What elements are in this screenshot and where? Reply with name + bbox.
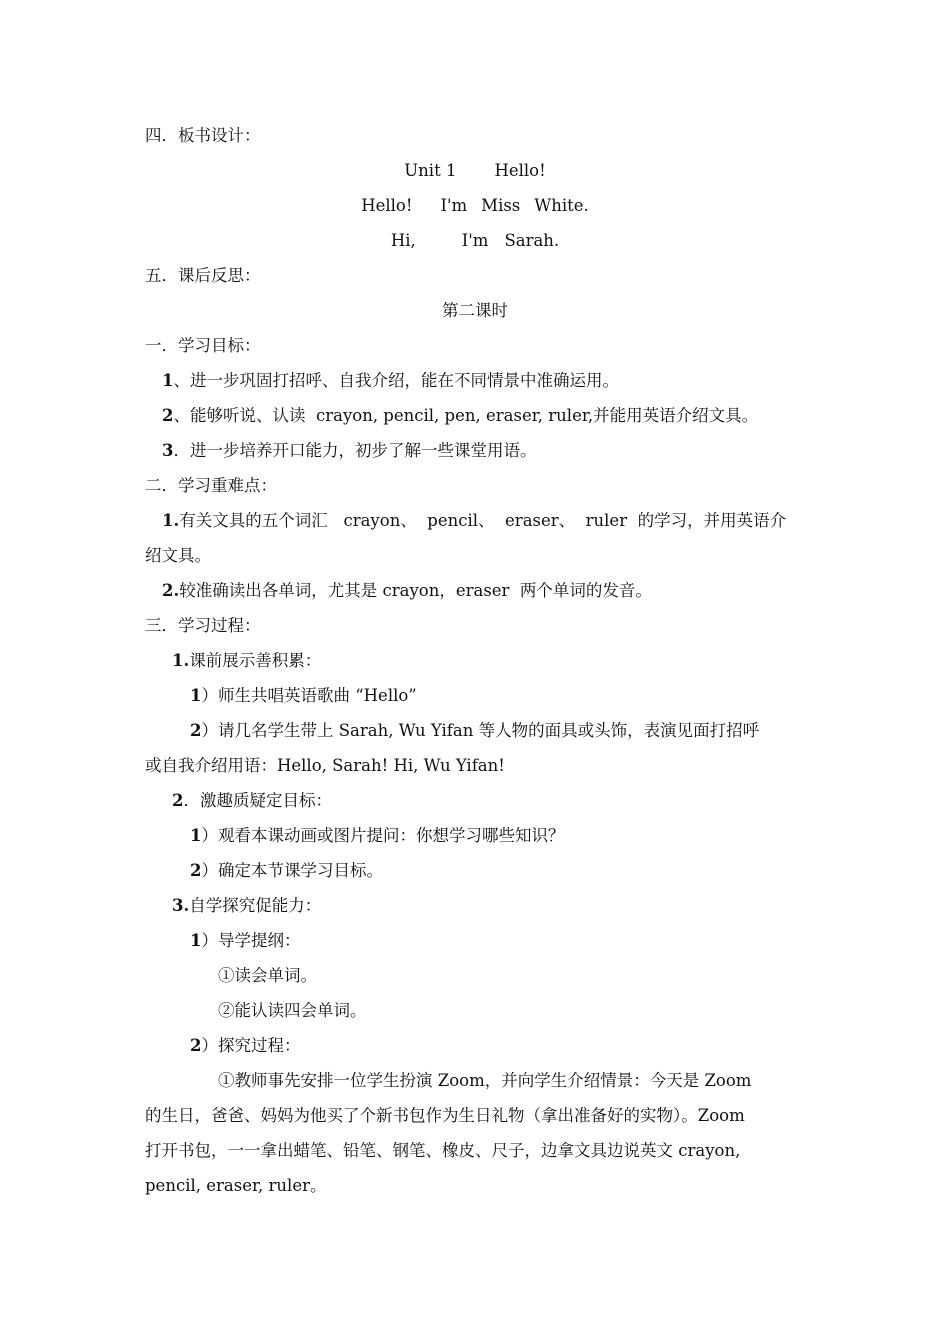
- section-heading-reflection: 五．课后反思：: [145, 266, 261, 285]
- key-point-number: 1.: [162, 511, 180, 530]
- process-step-title: 自学探究促能力：: [189, 896, 322, 915]
- paragraph-line: pencil, eraser, ruler。: [145, 1176, 327, 1195]
- board-line-3: [145, 223, 805, 258]
- key-point-item: [162, 573, 827, 608]
- process-step: [172, 783, 837, 818]
- lesson-title: 第二课时: [442, 301, 508, 320]
- process-substep: [190, 923, 855, 958]
- process-step-title: ．激趣质疑定目标：: [183, 791, 332, 810]
- process-substep: [190, 853, 855, 888]
- substep-number: 1: [190, 686, 202, 705]
- goal-number: 3: [162, 441, 174, 460]
- substep-text: ）观看本课动画或图片提问：你想学习哪些知识？: [201, 826, 565, 845]
- board-word: Hi,: [390, 231, 416, 250]
- section-heading-goals: 一．学习目标：: [145, 336, 261, 355]
- process-step-number: 3.: [172, 896, 190, 915]
- board-hello-title: Hello!: [494, 161, 546, 180]
- board-line-2: [145, 188, 805, 223]
- substep-text: ）师生共唱英语歌曲 “Hello”: [201, 686, 417, 705]
- substep-text: ）探究过程：: [201, 1036, 301, 1055]
- board-word: Miss: [481, 196, 521, 215]
- paragraph-line: 打开书包，一一拿出蜡笔、铅笔、钢笔、橡皮、尺子，边拿文具边说英文 crayon,: [145, 1141, 741, 1160]
- substep-text: ）导学提纲：: [201, 931, 301, 950]
- key-point-text: 有关文具的五个词汇 crayon、 pencil、 eraser、 ruler 的学习，并用英语介: [179, 511, 787, 530]
- key-point-text: 较准确读出各单词，尤其是 crayon，eraser 两个单词的发音。: [179, 581, 652, 600]
- substep-number: 1: [190, 826, 202, 845]
- key-point-item: [162, 503, 827, 538]
- paragraph-line: ①教师事先安排一位学生扮演 Zoom，并向学生介绍情景：今天是 Zoom: [218, 1071, 752, 1090]
- substep-text: ）确定本节课学习目标。: [201, 861, 383, 880]
- board-word: White.: [534, 196, 589, 215]
- process-substep: [190, 818, 855, 853]
- board-unit-label: Unit 1: [404, 161, 457, 180]
- substep-text: ）请几名学生带上 Sarah, Wu Yifan 等人物的面具或头饰，表演见面打招呼: [201, 721, 760, 740]
- process-step-title: 课前展示善积累：: [189, 651, 322, 670]
- process-substep: [190, 1028, 855, 1063]
- substep-number: 2: [190, 721, 202, 740]
- board-line-1: [145, 153, 805, 188]
- board-word: I'm: [440, 196, 468, 215]
- goal-number: 1: [162, 371, 174, 390]
- goal-text: 、能够听说、认读 crayon, pencil, pen, eraser, ruler,并能用英语介绍文具。: [173, 406, 759, 425]
- board-word: Sarah.: [504, 231, 560, 250]
- board-word: Hello!: [361, 196, 413, 215]
- goal-text: 、进一步巩固打招呼、自我介绍，能在不同情景中准确运用。: [173, 371, 619, 390]
- goal-number: 2: [162, 406, 174, 425]
- process-step-number: 2: [172, 791, 184, 810]
- substep-number: 2: [190, 861, 202, 880]
- substep-number: 1: [190, 931, 202, 950]
- section-heading-process: 三．学习过程：: [145, 616, 261, 635]
- substep-continuation: 或自我介绍用语：Hello, Sarah! Hi, Wu Yifan!: [145, 756, 505, 775]
- outline-item: ①读会单词。: [218, 966, 317, 985]
- key-point-continuation: 绍文具。: [145, 546, 211, 565]
- key-point-number: 2.: [162, 581, 180, 600]
- paragraph-line: 的生日，爸爸、妈妈为他买了个新书包作为生日礼物（拿出准备好的实物）。Zoom: [145, 1106, 745, 1125]
- section-heading-board-design: 四．板书设计：: [145, 126, 261, 145]
- process-step: [172, 643, 837, 678]
- goal-item: [162, 363, 827, 398]
- process-step-number: 1.: [172, 651, 190, 670]
- goal-item: [162, 398, 827, 433]
- goal-item: [162, 433, 827, 468]
- process-step: [172, 888, 837, 923]
- board-word: I'm: [461, 231, 489, 250]
- substep-number: 2: [190, 1036, 202, 1055]
- process-substep: [190, 678, 855, 713]
- process-substep: [190, 713, 855, 748]
- outline-item: ②能认读四会单词。: [218, 1001, 367, 1020]
- section-heading-key-points: 二．学习重难点：: [145, 476, 277, 495]
- goal-text: ．进一步培养开口能力，初步了解一些课堂用语。: [173, 441, 537, 460]
